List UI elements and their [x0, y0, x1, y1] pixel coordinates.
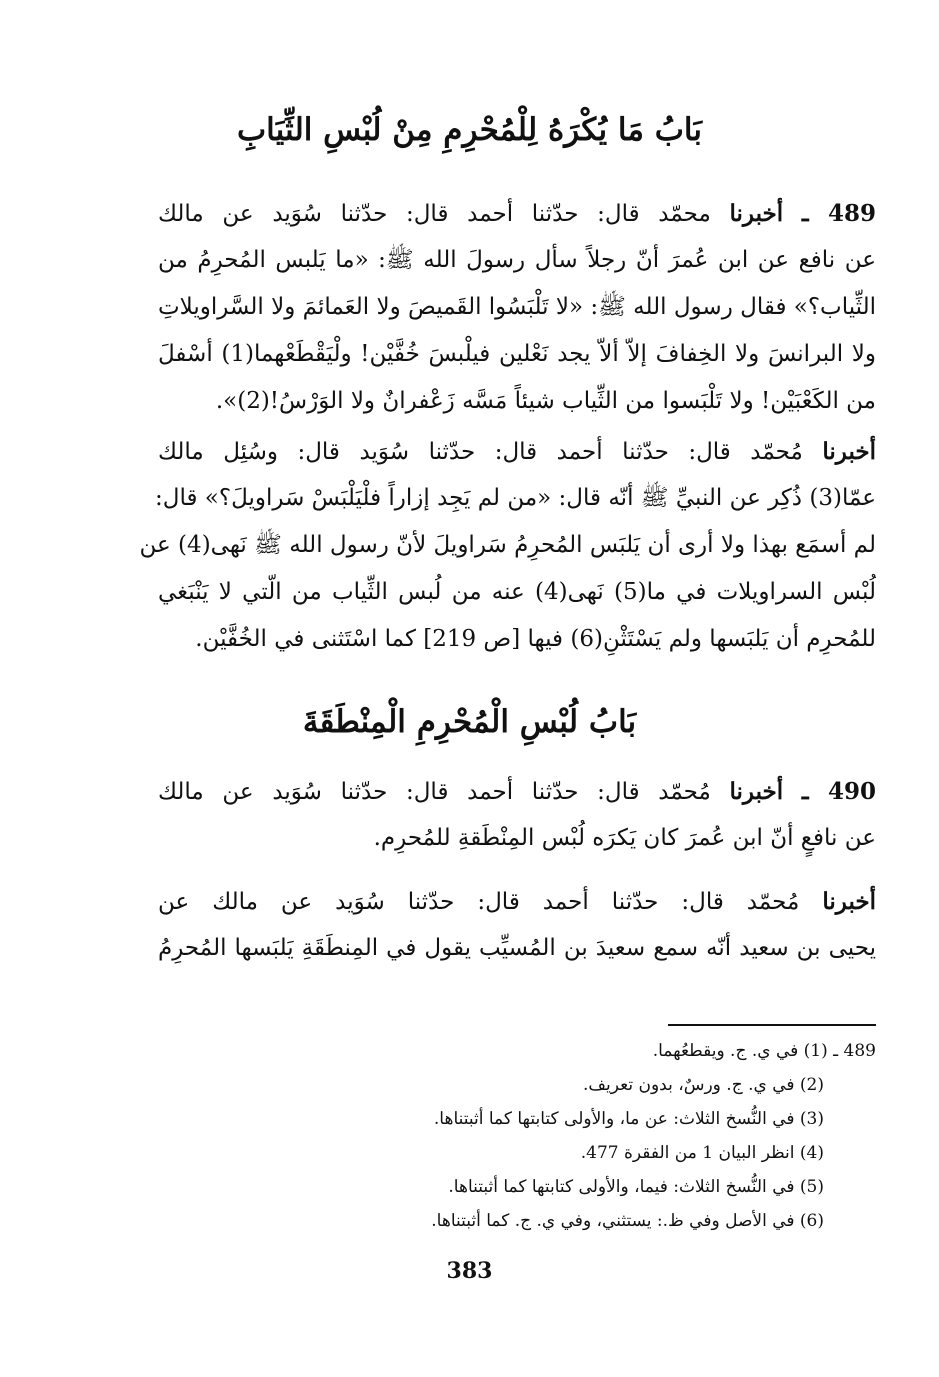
footnote: (6) في الأصل وفي ظ.: يستثني، وفي ي. ج. كما أثبتناها.	[431, 1211, 824, 1231]
paragraph-line: عن نافع عن ابن عُمرَ أنّ رجلاً سأل رسولَ الله ﷺ: «ما يَلبس المُحرِمُ من	[158, 247, 876, 273]
paragraph-line-text: محمّد قال: حدّثنا أحمد قال: حدّثنا سُوَيد عن مالك	[158, 201, 711, 227]
paragraph-number: 489 ـ	[801, 200, 877, 227]
footnote: (3) في النُّسخ الثلاث: عن ما، والأولى كتابتها كما أثبتناها.	[433, 1109, 824, 1129]
paragraph-line-text: مُحمّد قال: حدّثنا أحمد قال: حدّثنا سُوَيد عن مالك	[158, 779, 711, 805]
paragraph-line: لُبْس السراويلات في ما(5) نَهى(4) عنه من لُبس الثِّياب من الّتي لا يَنْبَغي	[158, 579, 876, 605]
paragraph-489-second	[139, 428, 876, 663]
footnote: (5) في النُّسخ الثلاث: فيما، والأولى كتابتها كما أثبتناها.	[448, 1177, 824, 1197]
paragraph-line: عمّا(3) ذُكِر عن النبيِّ ﷺ أنّه قال: «من لم يَجِد إزاراً فلْيَلْبَسْ سَراويلَ؟» قال:	[155, 485, 876, 511]
paragraph-number: 490 ـ	[801, 778, 877, 805]
footnote-separator	[668, 1024, 876, 1026]
paragraph-keyword: أخبرنا	[729, 778, 784, 805]
footnote: (4) انظر البيان 1 من الفقرة 477.	[580, 1143, 824, 1163]
footnote: 489 ـ (1) في ي. ج. ويقطعُهما.	[652, 1041, 876, 1061]
paragraph-line-text: مُحمّد قال: حدّثنا أحمد قال: حدّثنا سُوَيد عن مالك عن	[158, 889, 800, 915]
paragraph-490	[158, 768, 876, 862]
footnotes	[300, 1034, 876, 1238]
paragraph-line	[158, 190, 876, 237]
paragraph-line: يحيى بن سعيد أنّه سمع سعيدَ بن المُسيِّب يقول في المِنطَقَةِ يَلبَسها المُحرِمُ	[158, 935, 876, 961]
paragraph-line	[158, 878, 876, 925]
paragraph-line	[158, 428, 876, 475]
page-number: 383	[446, 1258, 493, 1284]
paragraph-line: للمُحرِم أن يَلبَسها ولم يَسْتَثْنِ(6) فيها [ص 219] كما اسْتَثنى في الخُفَّيْن.	[195, 626, 876, 652]
paragraph-keyword: أخبرنا	[729, 200, 784, 227]
paragraph-line: الثِّياب؟» فقال رسول الله ﷺ: «لا تَلْبَسُوا القَميصَ ولا العَمائمَ ولا السَّراويلاتِ	[157, 294, 876, 320]
paragraph-line: لم أسمَع بهذا ولا أرى أن يَلبَس المُحرِمُ سَراويلَ لأنّ رسول الله ﷺ نَهى(4) عن	[139, 532, 876, 558]
chapter-heading-2: بَابُ لُبْسِ الْمُحْرِمِ الْمِنْطَقَةَ	[302, 704, 637, 740]
paragraph-line-text: مُحمّد قال: حدّثنا أحمد قال: حدّثنا سُوَيد قال: وسُئِل مالك	[158, 439, 803, 465]
paragraph-line: عن نافعٍ أنّ ابن عُمرَ كان يَكرَه لُبْس المِنْطَقةِ للمُحرِم.	[373, 825, 876, 851]
paragraph-line	[158, 768, 876, 815]
chapter-heading-1: بَابُ مَا يُكْرَهُ لِلْمُحْرِمِ مِنْ لُبْسِ الثِّيَابِ	[236, 112, 702, 148]
paragraph-keyword: أخبرنا	[822, 438, 876, 465]
footnote: (2) في ي. ج. ورسٌ، بدون تعريف.	[583, 1075, 824, 1095]
paragraph-line: ولا البرانسَ ولا الخِفافَ إلاّ ألاّ يجد نَعْلين فيلْبسَ خُفَّيْن! ولْيَقْطَعْهما(1) أسْفلَ	[158, 341, 877, 367]
paragraph-490-second	[158, 878, 876, 972]
paragraph-keyword: أخبرنا	[822, 888, 876, 915]
paragraph-489	[158, 190, 876, 425]
paragraph-line: من الكَعْبَيْن! ولا تَلْبَسوا من الثِّياب شيئاً مَسَّه زَعْفرانٌ ولا الوَرْسُ!(2)».	[215, 388, 876, 414]
